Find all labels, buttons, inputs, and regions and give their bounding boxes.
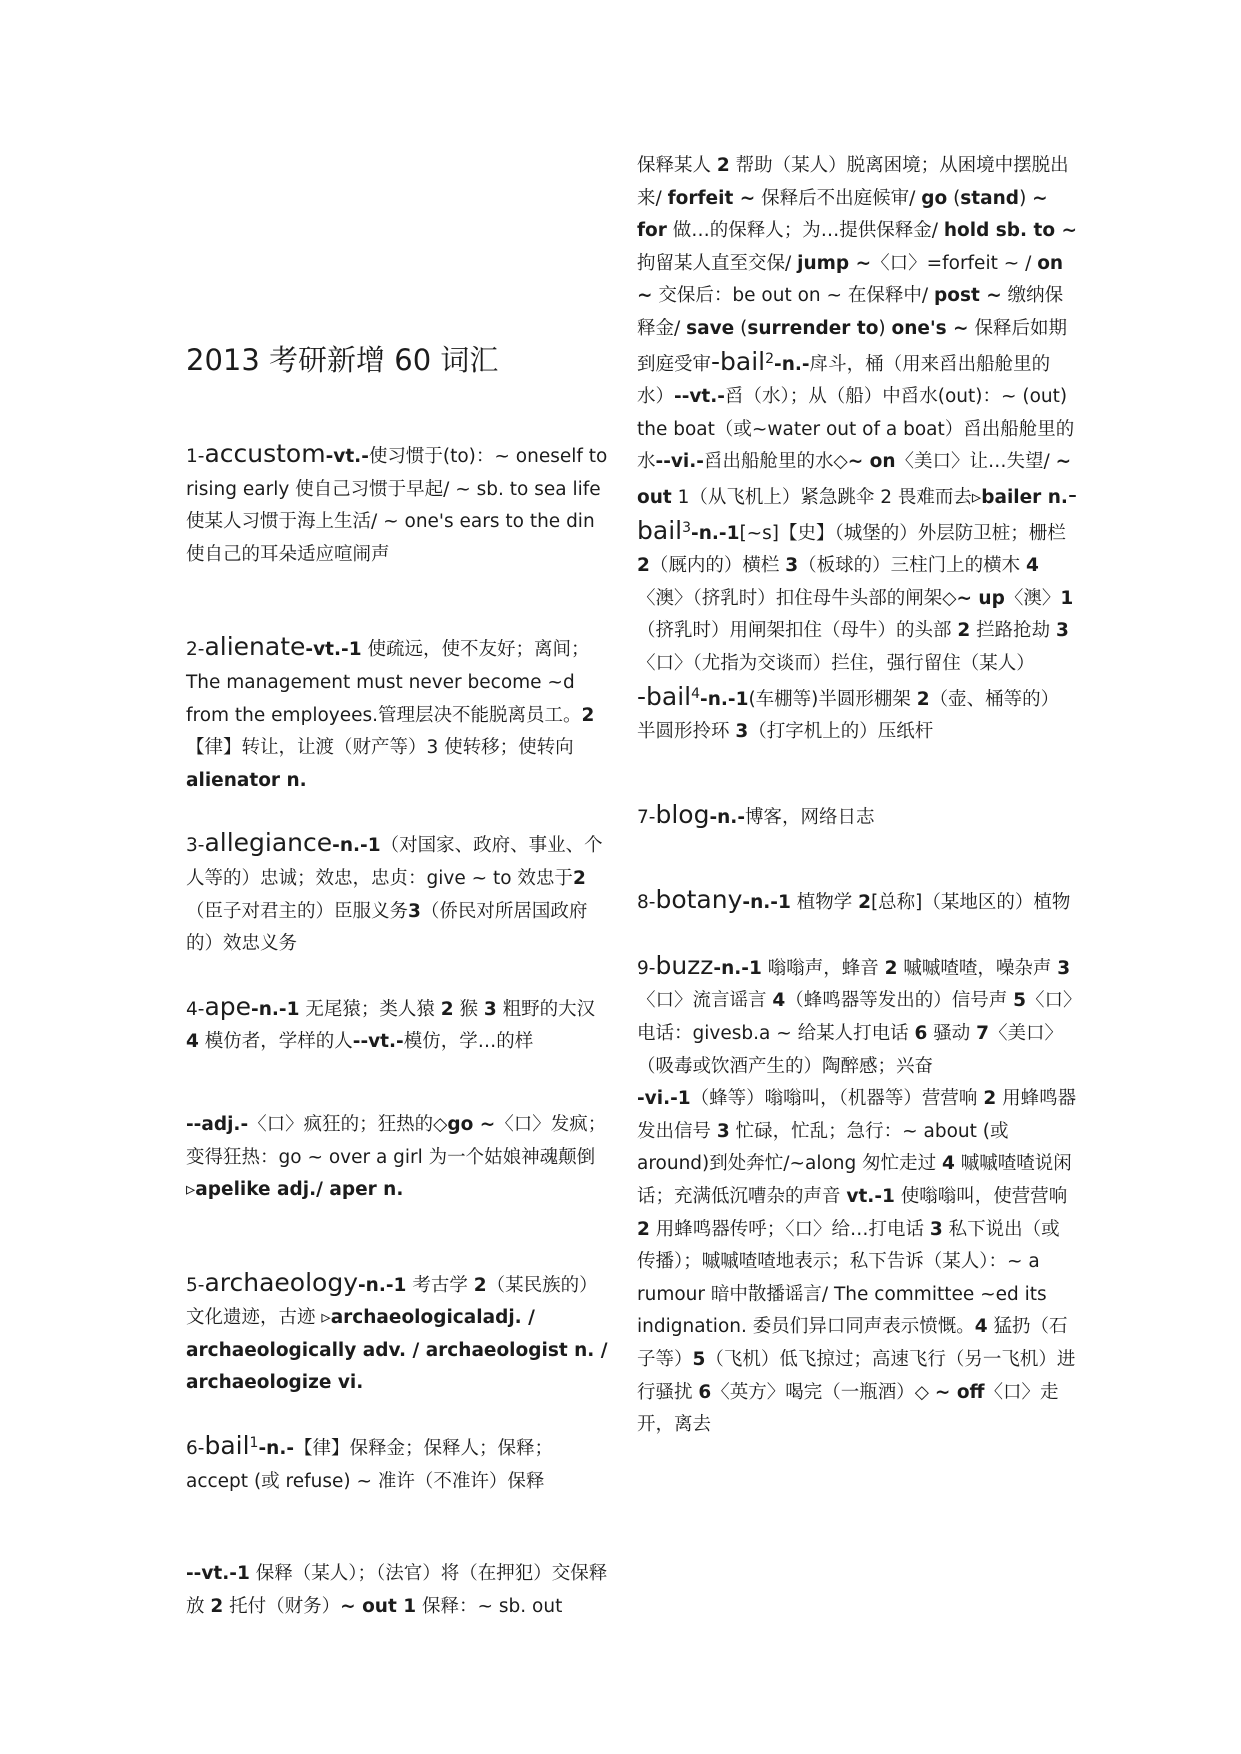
definition: (车棚等)半圆形棚架 — [748, 688, 917, 710]
sense-number: 3 — [716, 1120, 730, 1142]
entry-buzz — [637, 950, 1077, 1442]
definition: 舀出船舱里的水◇ — [703, 451, 848, 473]
definition: 〈英方〉喝完（一瓶酒）◇ — [711, 1381, 935, 1403]
definition: （侨民对所居国政府的）效忠义务 — [186, 900, 588, 955]
part-of-speech: -n.-1 — [358, 1274, 407, 1296]
definition: （蜂鸣器等发出的）信号声 — [785, 990, 1014, 1012]
headword: bail — [204, 1431, 250, 1461]
entry-number: 9- — [637, 957, 656, 979]
sense-number: 3 — [1056, 620, 1069, 642]
definition: （厩内的）横栏 — [649, 555, 786, 577]
definition: 嗡嗡声，蜂音 — [761, 957, 885, 979]
sense-number: 3 — [785, 555, 799, 577]
entry-ape — [186, 991, 608, 1059]
definition: （板球的）三柱门上的横木 — [798, 555, 1027, 577]
definition: 交保后：be out on ~ 在保释中/ — [652, 285, 934, 307]
entry-botany — [637, 884, 1077, 920]
headword: archaeology — [204, 1267, 358, 1297]
definition: 考古学 — [406, 1274, 474, 1296]
entry-number: 5- — [186, 1274, 205, 1296]
definition: 〈口〉（尤指为交谈而）拦住，强行留住（某人） — [637, 652, 1035, 674]
sense-number: 3 — [929, 1218, 943, 1240]
sense-number: 4 — [942, 1153, 955, 1175]
derivative: archaeologicaladj. / archaeologically adv. / archaeologist n. / archaeologize vi. — [186, 1307, 608, 1394]
sense-number: 2 — [572, 867, 586, 889]
part-of-speech: --vt.- — [674, 386, 725, 408]
definition: 做…的保释人；为…提供保释金/ — [666, 220, 944, 242]
phrase: ~ for — [637, 187, 1048, 242]
headword: buzz — [655, 950, 714, 980]
headword: blog — [655, 799, 710, 829]
part-of-speech: -n.- — [709, 806, 745, 828]
sense-number: 2 — [637, 555, 650, 577]
part-of-speech: -n.-1 — [742, 892, 791, 914]
definition: （打字机上的）压纸杆 — [748, 721, 934, 743]
derivative: bailer n. — [981, 486, 1068, 508]
entry-ape-adj — [186, 1109, 608, 1207]
definition: （对国家、政府、事业、个人等的）忠诚；效忠，忠贞：give ~ to 效忠于 — [186, 835, 603, 889]
part-of-speech: -n.-1 — [691, 522, 740, 544]
entry-blog — [637, 799, 1077, 835]
phrase: surrender to — [747, 317, 879, 339]
part-of-speech: -n.- — [774, 353, 810, 375]
part-of-speech: --vt.-1 — [186, 1563, 250, 1585]
entry-allegiance — [186, 827, 608, 960]
definition: 〈口〉电话：givesb.a ~ 给某人打电话 — [637, 990, 1073, 1045]
phrase: forfeit ~ — [667, 187, 756, 209]
headword: botany — [655, 885, 743, 915]
part-of-speech: -vt.-1 — [305, 639, 362, 661]
definition: （壶、桶等的）半圆形拎环 — [637, 688, 1060, 743]
definition: 〈美口〉（吸毒或饮酒产生的）陶醉感；兴奋 — [637, 1023, 1063, 1077]
definition: 用蜂鸣器发出信号 — [637, 1088, 1077, 1142]
sense-number: 4 — [186, 1031, 199, 1053]
headword: ape — [204, 991, 252, 1021]
sense-number: 2 — [884, 957, 898, 979]
part-of-speech: -vi.-1 — [637, 1088, 691, 1110]
entry-archaeology — [186, 1267, 608, 1400]
definition: 私下说出（或传播）；嘁嘁喳喳地表示；私下告诉（某人）：~ a rumour 暗中散播谣言/ The committee ~ed its indignation. 委员们异口同声表示愤慨。 — [637, 1218, 1060, 1338]
headword: alienate — [204, 632, 306, 662]
entry-number: 2- — [186, 639, 205, 661]
definition: ) — [1019, 187, 1033, 209]
sense-number: 3 — [408, 900, 421, 922]
entry-number: 6- — [186, 1438, 205, 1460]
left-column — [186, 340, 608, 1653]
definition: 模仿，学…的样 — [403, 1031, 534, 1053]
part-of-speech: -n.-1 — [251, 998, 300, 1020]
definition: （臣子对君主的）臣服义务 — [186, 900, 409, 922]
sense-number: 2 — [983, 1088, 997, 1110]
headword: allegiance — [204, 828, 333, 858]
entry-bail-1-continued — [637, 150, 1077, 749]
headword: -bail — [637, 479, 1077, 545]
definition: 猴 — [453, 998, 484, 1020]
triangle-icon: ▹ — [186, 1179, 196, 1201]
page-title: 2013 考研新增 60 词汇 — [186, 343, 499, 377]
sense-number: 5 — [1013, 990, 1027, 1012]
definition: 拦路抢劫 — [970, 620, 1057, 642]
homograph-number: 2 — [765, 350, 775, 367]
definition: ) — [878, 317, 892, 339]
definition: （挤乳时）用闸架扣住（母牛）的头部 — [637, 620, 958, 642]
phrase: ~ out — [637, 451, 1072, 508]
sense-number: 2 — [716, 155, 730, 176]
phrase: one's ~ — [891, 317, 969, 339]
entry-bail-1 — [186, 1430, 608, 1498]
definition: 〈口〉发疯；变得狂热：go ~ over a girl 为一个姑娘神魂颠倒 — [186, 1113, 607, 1168]
definition: 忙碌，忙乱；急行：~ about (或 around)到处奔忙/~along 匆忙走过 — [637, 1120, 1009, 1175]
sense-number: 2 — [637, 1218, 650, 1240]
entry-number: 4- — [186, 998, 205, 1020]
headword: -bail — [711, 346, 766, 376]
sense-number: 2 — [581, 704, 595, 726]
phrase: go ~ — [447, 1113, 496, 1135]
sense-number: 7 — [976, 1023, 989, 1045]
part-of-speech: --vt.- — [352, 1031, 404, 1053]
phrase: save — [686, 317, 735, 339]
definition: 博客，网络日志 — [745, 806, 875, 828]
phrase: ~ up — [956, 587, 1005, 609]
phrase: stand — [960, 187, 1020, 209]
entry-number: 7- — [637, 806, 656, 828]
sense-number: 5 — [692, 1349, 706, 1370]
part-of-speech: vt.-1 — [846, 1186, 895, 1208]
phrase: post ~ — [934, 285, 1002, 307]
part-of-speech: --adj.- — [186, 1113, 249, 1135]
phrase: go — [921, 187, 948, 209]
sense-number: 3 — [735, 721, 749, 743]
sense-number: 2 — [916, 688, 930, 710]
part-of-speech: -n.- — [258, 1438, 295, 1460]
homograph-number: 3 — [682, 519, 692, 536]
part-of-speech: --vi.- — [655, 451, 704, 473]
definition: 〈口〉疯狂的；狂热的◇ — [248, 1113, 448, 1135]
part-of-speech: -n.-1 — [332, 835, 381, 857]
sense-number: 6 — [698, 1381, 712, 1403]
definition: 保释（某人）；（法官）将（在押犯）交保释放 — [186, 1563, 608, 1617]
definition: 使习惯于(to)：~ oneself to rising early 使自己习惯于早起/ ~ sb. to sea life 使某人习惯于海上生活/ ~ one's ears to the din 使自己的耳朵适应喧闹声 — [186, 446, 608, 565]
definition: 猛扔（石子等） — [637, 1316, 1068, 1370]
homograph-number: 1 — [249, 1434, 259, 1451]
sense-number: 6 — [914, 1023, 928, 1045]
derivative: alienator n. — [186, 769, 307, 791]
sense-number: 4 — [974, 1316, 988, 1338]
definition: 粗野的大汉 — [496, 998, 596, 1020]
definition: 1（从飞机上）紧急跳伞 2 畏难而去▹ — [671, 486, 982, 508]
definition: 保释：~ sb. out — [416, 1595, 563, 1617]
definition: 骚动 — [927, 1023, 977, 1045]
definition: 托付（财务） — [223, 1595, 341, 1617]
part-of-speech: -n.-1 — [713, 957, 762, 979]
phrase: hold sb. to ~ — [943, 220, 1078, 242]
part-of-speech: -vt.- — [325, 446, 369, 467]
entry-number: 8- — [637, 892, 656, 914]
definition: 〈美口〉让…失望/ — [895, 451, 1056, 473]
derivative: apelike adj./ aper n. — [195, 1179, 404, 1201]
definition: 舀（水）；从（船）中舀水(out)：~ (out) the boat（或~water out of a boat）舀出船舱里的水 — [637, 386, 1075, 473]
sense-number: 1 — [1060, 587, 1074, 609]
sense-number: 2 — [210, 1595, 224, 1617]
entry-alienate — [186, 631, 608, 797]
sense-number: 4 — [772, 990, 786, 1012]
phrase: jump ~ — [797, 252, 872, 274]
definition: [~s]【史】（城堡的）外层防卫桩；栅栏 — [739, 522, 1066, 544]
headword: -bail — [637, 681, 692, 711]
phrase: on ~ — [637, 252, 1064, 307]
entry-number: 3- — [186, 835, 205, 857]
definition: 拘留某人直至交保/ — [637, 252, 798, 274]
definition: 模仿者，学样的人 — [198, 1031, 353, 1053]
sense-number: 2 — [858, 892, 871, 914]
definition: 〈口〉流言谣言 — [637, 990, 773, 1012]
definition: 植物学 — [790, 892, 859, 914]
homograph-number: 4 — [691, 685, 701, 702]
entry-accustom — [186, 438, 608, 571]
sense-number: 3 — [1057, 957, 1071, 979]
definition: 保释后如期到庭受审 — [637, 317, 1067, 375]
phrase: ~ on — [847, 451, 896, 473]
sense-number: 4 — [1026, 555, 1039, 577]
definition: （飞机）低飞掠过；高速飞行（另一飞机）进行骚扰 — [637, 1349, 1076, 1403]
definition: 〈口〉走开，离去 — [637, 1381, 1059, 1436]
sense-number: 2 — [440, 998, 454, 1020]
phrase: ~ off — [934, 1381, 985, 1403]
definition: 嘁嘁喳喳，噪杂声 — [897, 957, 1058, 979]
definition: ( — [734, 317, 748, 339]
entry-number: 1- — [186, 446, 205, 467]
definition: 嘁嘁喳喳说闲话；充满低沉嘈杂的声音 — [637, 1153, 1072, 1208]
definition: 无尾猿；类人猿 — [299, 998, 441, 1020]
definition: 〈澳〉（挤乳时）扣住母牛头部的闸架◇ — [637, 587, 957, 609]
definition: 保释某人 — [637, 155, 717, 176]
sense-number: 3 — [483, 998, 497, 1020]
definition: 使嗡嗡叫，使营营响 — [894, 1186, 1068, 1208]
definition: 〈澳〉 — [1004, 587, 1061, 609]
definition: （蜂等）嗡嗡叫，（机器等）营营响 — [690, 1088, 984, 1110]
definition: 【律】转让，让渡（财产等）3 使转移；使转向 — [186, 737, 574, 759]
definition: 缴纳保释金/ — [637, 285, 1064, 339]
definition: 保释后不出庭候审/ — [755, 187, 922, 209]
definition: 【律】保释金；保释人；保释；accept (或 refuse) ~ 准许（不准许）保释 — [186, 1438, 554, 1492]
part-of-speech: -n.-1 — [700, 688, 749, 710]
definition: [总称]（某地区的）植物 — [870, 892, 1071, 914]
definition: 帮助（某人）脱离困境；从困境中摆脱出来/ — [637, 155, 1069, 209]
entry-bail-1-vt — [186, 1558, 608, 1623]
phrase: ~ out 1 — [340, 1595, 417, 1617]
definition: 使疏远，使不友好；离间；The management must never become ~d from the employees.管理层决不能脱离员工。 — [186, 639, 590, 726]
definition: 〈口〉=forfeit ~ / — [871, 252, 1038, 274]
sense-number: 2 — [473, 1274, 487, 1296]
headword: accustom — [204, 439, 326, 468]
sense-number: 2 — [957, 620, 971, 642]
triangle-icon: ▹ — [321, 1307, 331, 1329]
definition: ( — [947, 187, 961, 209]
definition: 戽斗，桶（用来舀出船舱里的水） — [637, 353, 1051, 408]
definition: 用蜂鸣器传呼；〈口〉给…打电话 — [649, 1218, 930, 1240]
definition: （某民族的）文化遗迹，古迹 — [186, 1274, 598, 1329]
right-column — [637, 150, 1077, 1472]
